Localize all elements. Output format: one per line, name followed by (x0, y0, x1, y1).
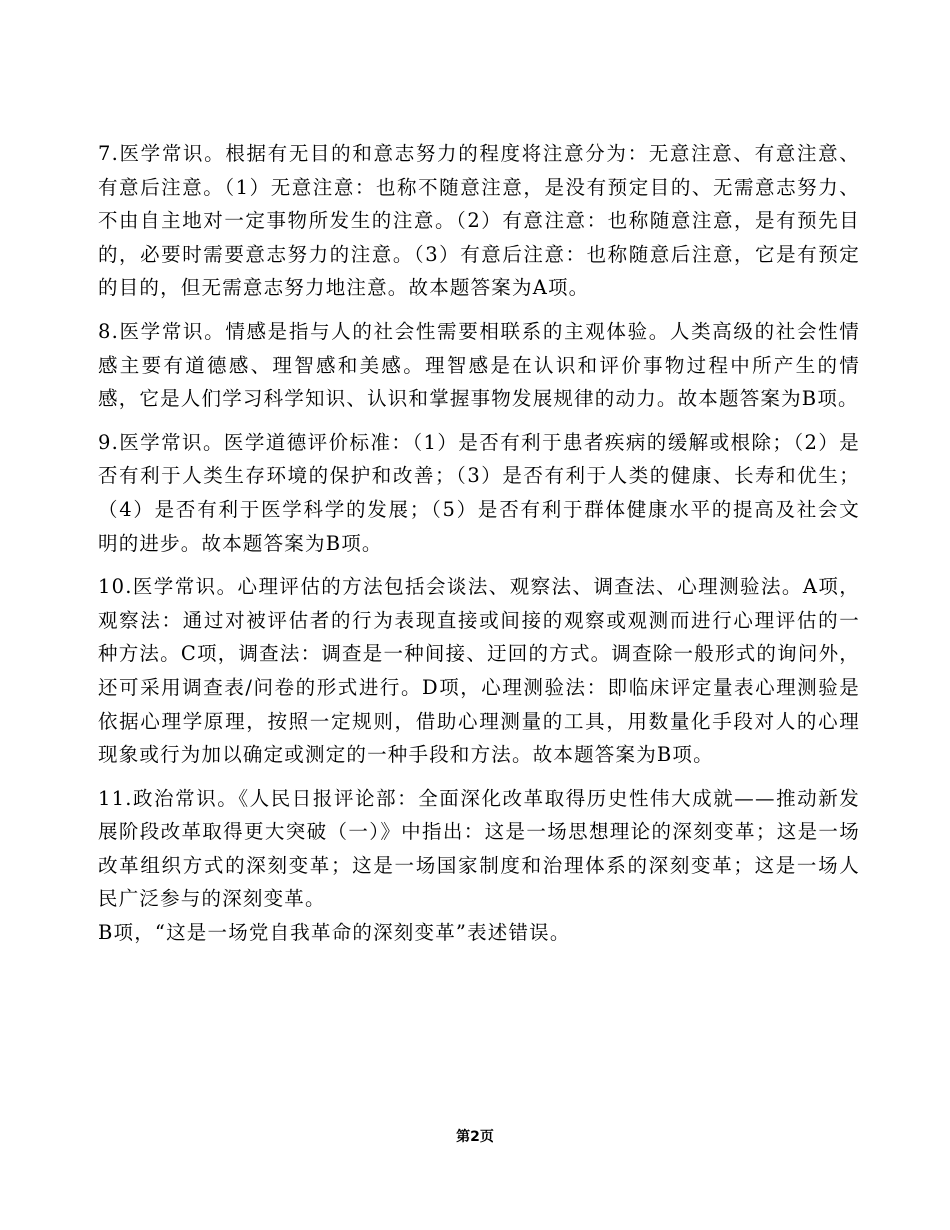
answer-explanation-9: 9.医学常识。医学道德评价标准：（1）是否有利于患者疾病的缓解或根除；（2）是否有利于人类生存环境的保护和改善；（3）是否有利于人类的健康、长寿和优生；（4）是否有利于医学科学的发展；（5）是否有利于群体健康水平的提高及社会文明的进步。故本题答案为B项。 (98, 430, 860, 555)
answer-explanation-11-note: B项，“这是一场党自我革命的深刻变革”表述错误。 (98, 921, 571, 945)
page-number: 第2页 (456, 1129, 494, 1145)
answer-explanation-8: 8.医学常识。情感是指与人的社会性需要相联系的主观体验。人类高级的社会性情感主要有道德感、理智感和美感。理智感是在认识和评价事物过程中所产生的情感，它是人们学习科学知识、认识和掌握事物发展规律的动力。故本题答案为B项。 (98, 319, 860, 411)
document-body (98, 137, 860, 950)
answer-explanation-10: 10.医学常识。心理评估的方法包括会谈法、观察法、调查法、心理测验法。A项，观察法：通过对被评估者的行为表现直接或间接的观察或观测而进行心理评估的一种方法。C项，调查法：调查是一种间接、迂回的方式。调查除一般形式的询问外，还可采用调查表/问卷的形式进行。D项，心理测验法：即临床评定量表心理测验是依据心理学原理，按照一定规则，借助心理测量的工具，用数量化手段对人的心理现象或行为加以确定或测定的一种手段和方法。故本题答案为B项。 (98, 575, 860, 767)
answer-explanation-11: 11.政治常识。《人民日报评论部：全面深化改革取得历史性伟大成就——推动新发展阶段改革取得更大突破（一）》中指出：这是一场思想理论的深刻变革；这是一场改革组织方式的深刻变革；这是一场国家制度和治理体系的深刻变革；这是一场人民广泛参与的深刻变革。 (98, 786, 860, 911)
answer-explanation-7: 7.医学常识。根据有无目的和意志努力的程度将注意分为：无意注意、有意注意、有意后注意。（1）无意注意：也称不随意注意，是没有预定目的、无需意志努力、不由自主地对一定事物所发生的注意。（2）有意注意：也称随意注意，是有预先目的，必要时需要意志努力的注意。（3）有意后注意：也称随意后注意，它是有预定的目的，但无需意志努力地注意。故本题答案为A项。 (98, 142, 860, 300)
